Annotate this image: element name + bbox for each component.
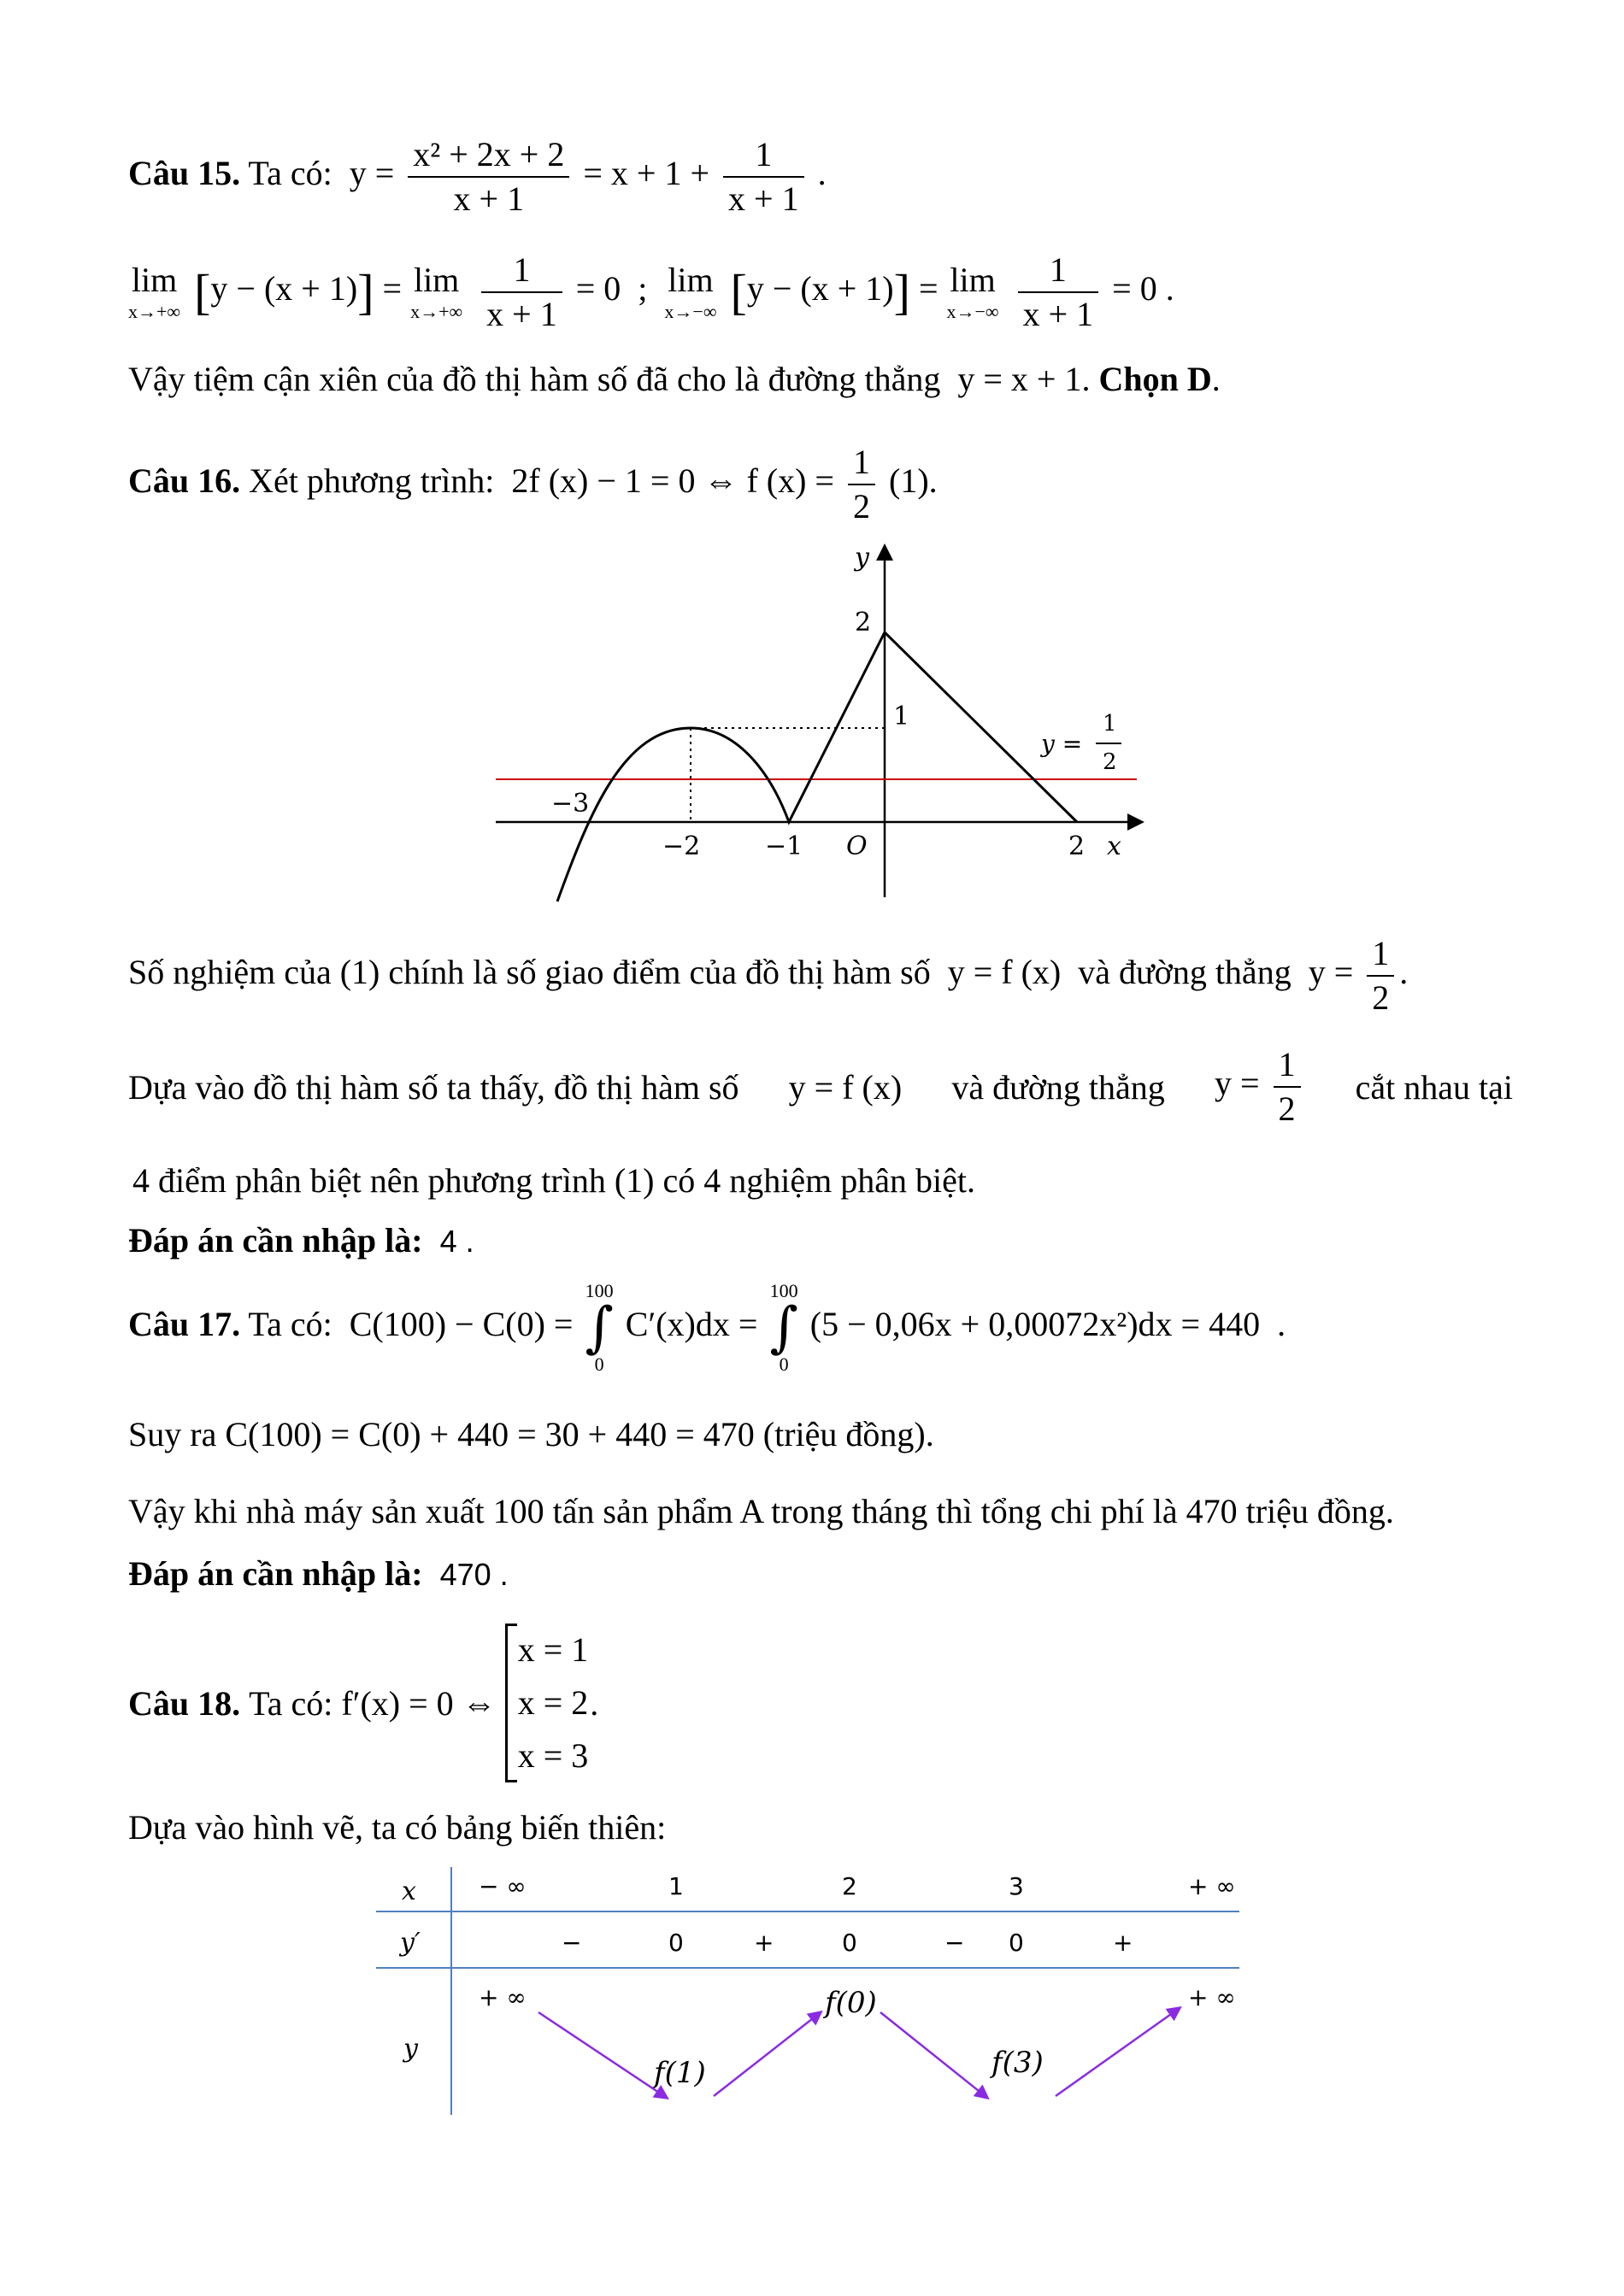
integral-upper: 100	[585, 1280, 614, 1301]
q17-line3: Vậy khi nhà máy sản xuất 100 tấn sản phẩm A trong tháng thì tổng chi phí là 470 triệu đồng.	[128, 1492, 1394, 1530]
bracket-close: ]	[357, 264, 374, 320]
row-label-y: y	[403, 2034, 418, 2064]
arrow-increase-1	[714, 2012, 821, 2096]
q16-para2	[128, 1047, 1513, 1127]
q16-answer-label: Đáp án cần nhập là:	[128, 1221, 423, 1260]
q16-half	[848, 444, 875, 525]
q18-line1	[128, 1624, 598, 1782]
period: .	[1081, 360, 1099, 398]
q16-para2-half	[1274, 1047, 1301, 1127]
y-value: f(3)	[991, 2046, 1044, 2080]
lim-sub: x→−∞	[946, 301, 999, 322]
q17-answer-label: Đáp án cần nhập là:	[128, 1554, 423, 1593]
line-label-den: 2	[1103, 749, 1117, 775]
q16-line1	[128, 444, 938, 525]
q18-root-system	[505, 1624, 589, 1782]
y-value: + ∞	[1188, 1983, 1236, 2011]
q18-end: .	[590, 1683, 599, 1723]
q16-para1-b: và đường thẳng	[1078, 953, 1292, 992]
q16-label: Câu 16.	[128, 461, 241, 501]
integral-sign-2	[769, 1282, 797, 1374]
q15-limits-line	[128, 252, 1174, 332]
q17-end: .	[1277, 1305, 1286, 1344]
lim-word: lim	[413, 261, 460, 299]
lim-word: lim	[950, 261, 996, 299]
q17-answer	[128, 1553, 509, 1594]
sign-cell: −	[562, 1929, 582, 1957]
tick-x-neg3: −3	[551, 789, 590, 819]
q17-line2: Suy ra C(100) = C(0) + 440 = 30 + 440 = 470 (triệu đồng).	[128, 1415, 934, 1453]
q15-eq0-end: = 0 .	[1112, 269, 1174, 308]
integral-lower: 0	[779, 1354, 789, 1375]
q15-lim-pos	[128, 263, 180, 321]
q15-mid: = x + 1 +	[583, 154, 710, 193]
q17-integrand-1: C′(x)dx =	[625, 1305, 758, 1344]
frac-num: 1	[1274, 1047, 1301, 1088]
q16-answer-value: 4 .	[439, 1224, 474, 1259]
bracket-open: [	[730, 264, 747, 320]
q16-para1-f: y = f (x)	[947, 953, 1062, 992]
period: .	[1399, 953, 1409, 992]
q16-intro: Xét phương trình:	[249, 461, 495, 501]
period: .	[1211, 360, 1221, 398]
frac-den: 2	[1372, 978, 1390, 1017]
sign-cell: 0	[668, 1929, 684, 1957]
arrow-increase-2	[1056, 2008, 1180, 2096]
x-value: − ∞	[479, 1872, 527, 1900]
sign-cell: +	[1113, 1929, 1133, 1957]
q16-para2-f: y = f (x)	[788, 1067, 903, 1107]
frac-num: 1	[1018, 252, 1099, 293]
q16-eq-num: (1).	[889, 461, 938, 501]
integral-upper: 100	[769, 1280, 798, 1301]
q15-frac1-num: x² + 2x + 2	[408, 137, 569, 178]
arrow-decrease-1	[538, 2012, 667, 2098]
y-axis-label: y	[855, 543, 869, 573]
row-label-x: x	[402, 1876, 416, 1906]
q16-para2-eq	[1215, 1047, 1306, 1127]
sign-cell: 0	[1009, 1929, 1024, 1957]
q16-para1	[128, 936, 1408, 1016]
line-label-num: 1	[1103, 711, 1117, 737]
q18-intro: Ta có:	[249, 1683, 333, 1723]
lim-sub: x→+∞	[128, 301, 181, 322]
q18-root-3: x = 3	[517, 1736, 589, 1775]
function-curve	[557, 632, 1077, 901]
y-value: f(0)	[825, 1986, 877, 2020]
tick-y-2: 2	[855, 608, 872, 637]
variation-table	[376, 1859, 1248, 2123]
frac-num: 1	[1367, 936, 1394, 977]
lim-sub: x→−∞	[664, 301, 717, 322]
q17-lhs: C(100) − C(0) =	[349, 1305, 574, 1344]
sign-cell: −	[944, 1929, 965, 1957]
q15-lim-neg	[664, 263, 716, 321]
q15-eq0: = 0	[575, 269, 621, 308]
integral-symbol: ∫	[769, 1296, 798, 1359]
q15-eq: =	[382, 269, 403, 308]
q15-y-eq: y =	[349, 154, 395, 193]
row-label-dy: y′	[400, 1928, 421, 1958]
q16-para2-b: và đường thẳng	[951, 1067, 1165, 1107]
q15-frac1-den: x + 1	[453, 179, 525, 218]
q16-answer	[128, 1220, 474, 1260]
tick-x-2: 2	[1068, 831, 1086, 861]
q15-lim-frac-1	[481, 252, 562, 332]
tick-y-1: 1	[893, 702, 910, 731]
tick-x-neg2: −2	[662, 831, 701, 861]
origin-label: O	[846, 831, 868, 861]
q16-para2-c: y =	[1214, 1064, 1260, 1103]
q15-label: Câu 15.	[128, 154, 241, 193]
q15-lim-frac-2	[1018, 252, 1099, 332]
q15-lim-expr-1: y − (x + 1)	[210, 269, 358, 308]
sign-cell: +	[754, 1929, 774, 1957]
frac-num: 1	[481, 252, 562, 293]
q18-label: Câu 18.	[128, 1683, 241, 1723]
sign-cell: 0	[842, 1929, 857, 1957]
x-value: + ∞	[1188, 1872, 1236, 1900]
integral-symbol: ∫	[585, 1296, 614, 1359]
frac-den: x + 1	[486, 295, 557, 333]
frac-den: 2	[1278, 1089, 1296, 1128]
lim-sub: x→+∞	[410, 301, 463, 322]
y-value: f(1)	[654, 2056, 706, 2090]
q16-para1-a: Số nghiệm của (1) chính là số giao điểm của đồ thị hàm số	[128, 953, 931, 992]
q15-intro: Ta có:	[248, 154, 332, 193]
q15-fraction-1	[408, 137, 569, 217]
q15-sep: ;	[638, 269, 648, 308]
tick-x-neg1: −1	[765, 831, 803, 861]
q15-lim-expr-2: y − (x + 1)	[746, 269, 894, 308]
x-value: 1	[668, 1872, 684, 1900]
lim-word: lim	[668, 261, 714, 299]
q16-para2-d: cắt nhau tại	[1355, 1067, 1513, 1107]
q18-root-2: x = 2	[517, 1683, 589, 1722]
q15-fraction-2	[723, 137, 804, 217]
integral-sign-1	[585, 1282, 613, 1374]
arrow-decrease-2	[880, 2012, 987, 2098]
x-axis-label: x	[1107, 831, 1121, 861]
q18-lhs: f′(x) = 0 ⇔	[341, 1683, 497, 1723]
integral-lower: 0	[594, 1354, 604, 1375]
q15-choose: Chọn D	[1098, 360, 1212, 398]
q16-para1-c: y =	[1308, 953, 1354, 992]
line-label: y =	[1041, 730, 1083, 758]
q17-intro: Ta có:	[248, 1305, 332, 1344]
q16-function-graph	[479, 538, 1154, 914]
q16-para1-half	[1367, 936, 1394, 1016]
q15-lim-pos-2	[410, 263, 462, 321]
bracket-close: ]	[893, 264, 910, 320]
q16-para3: 4 điểm phân biệt nên phương trình (1) có 4 nghiệm phân biệt.	[132, 1161, 975, 1200]
q15-lim-neg-2	[947, 263, 999, 321]
q15-conclusion-eq: y = x + 1	[957, 360, 1082, 398]
q18-root-1: x = 1	[517, 1630, 589, 1669]
x-value: 3	[1009, 1872, 1024, 1900]
q16-para2-a: Dựa vào đồ thị hàm số ta thấy, đồ thị hàm số	[128, 1067, 739, 1107]
q15-frac2-den: x + 1	[728, 179, 799, 218]
lim-word: lim	[131, 261, 178, 299]
q15-eq: =	[918, 269, 939, 308]
q17-integrand-2: (5 − 0,06x + 0,00072x²)dx = 440	[809, 1305, 1261, 1344]
q15-conclusion	[128, 359, 1221, 399]
q17-label: Câu 17.	[128, 1305, 241, 1344]
q17-answer-value: 470 .	[439, 1557, 509, 1592]
q16-equation: 2f (x) − 1 = 0 ⇔ f (x) =	[511, 461, 834, 501]
frac-den: 2	[853, 487, 870, 526]
q15-line1	[128, 137, 827, 217]
frac-den: x + 1	[1022, 295, 1094, 333]
frac-num: 1	[848, 444, 875, 485]
bracket-open: [	[194, 264, 211, 320]
q17-line1	[128, 1282, 1286, 1374]
q15-conclusion-text: Vậy tiệm cận xiên của đồ thị hàm số đã cho là đường thẳng	[128, 360, 941, 398]
q15-end: .	[817, 154, 827, 193]
x-value: 2	[842, 1872, 857, 1900]
q15-frac2-num: 1	[723, 137, 804, 178]
q18-table-intro: Dựa vào hình vẽ, ta có bảng biến thiên:	[128, 1808, 667, 1847]
y-value: + ∞	[479, 1983, 527, 2011]
